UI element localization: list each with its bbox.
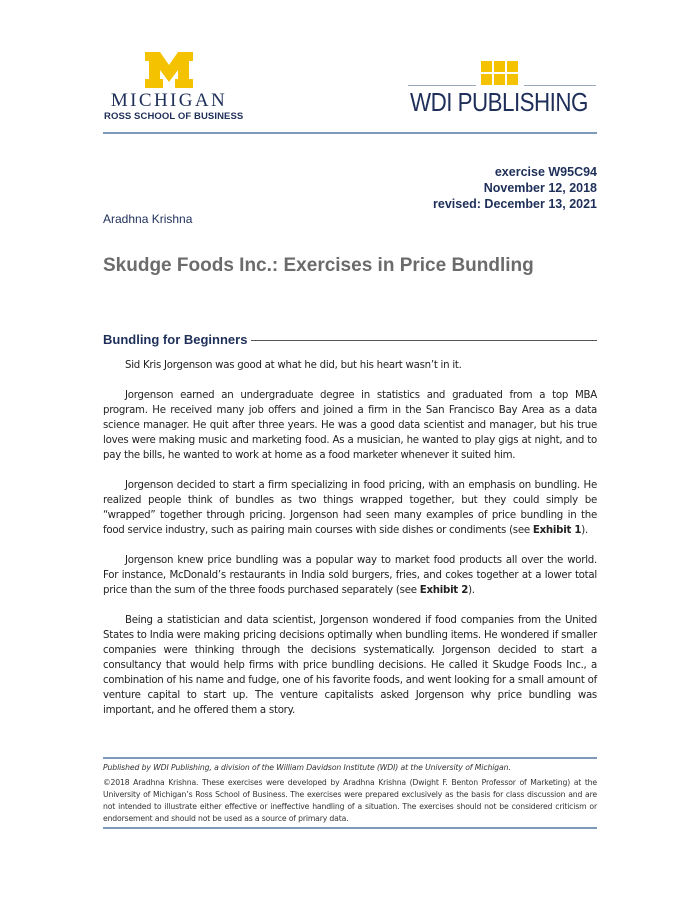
- paragraph-text: ).: [581, 525, 588, 536]
- logo-rule-left: [408, 85, 476, 86]
- paragraph: [103, 478, 597, 538]
- author: Aradhna Krishna: [103, 212, 193, 226]
- grid-squares-icon: [481, 61, 519, 86]
- paragraph: Sid Kris Jorgenson was good at what he did, but his heart wasn’t in it.: [125, 360, 462, 371]
- header-divider: [103, 132, 597, 134]
- revised-date: revised: December 13, 2021: [433, 197, 597, 211]
- exhibit-2-reference: Exhibit 2: [419, 585, 469, 596]
- paragraph: Being a statistician and data scientist, Jorgenson wondered if food companies from the United States to India were making pricing decisions optimally when bundling items. He wondered if smaller companies were thinking through the decisions systematically. Jorgenson decided to start a consultancy that would help firms with price bundling decisions. He called it Skudge Foods Inc., a combination of his name and fudge, one of his favorite foods, and went looking for a small amount of venture capital to start up. The venture capitalists asked Jorgenson why price bundling was important, and he offered them a story.: [103, 615, 597, 716]
- exercise-meta: [433, 164, 597, 212]
- michigan-ross-logo: [104, 52, 244, 123]
- copyright-notice: ©2018 Aradhna Krishna. These exercises were developed by Aradhna Krishna (Dwight F. Benton Professor of Marketing) at the University of Michigan’s Ross School of Business. The exercises were prepared exclusively as the basis for class discussion and are not intended to illustrate either effective or ineffective handling of a situation. The exercises should not be considered criticism or endorsement and should not be used as a source of primary data.: [103, 778, 597, 823]
- ross-school-subtitle: ROSS SCHOOL OF BUSINESS: [104, 111, 244, 122]
- section-rule: [251, 340, 597, 341]
- logo-rule-right: [524, 85, 596, 86]
- exercise-id: exercise W95C94: [494, 165, 597, 179]
- section-heading: Bundling for Beginners: [103, 332, 248, 347]
- paragraph-text: ).: [468, 585, 475, 596]
- exercise-date: November 12, 2018: [483, 181, 597, 195]
- wdi-wordmark: WDI PUBLISHING: [410, 87, 588, 117]
- paragraph-text: Jorgenson decided to start a firm specializing in food pricing, with an emphasis on bundling. He realized people think of bundles as two things wrapped together, but they could simply be “wrapped” together through pricing. Jorgenson had seen many examples of price bundling in the food service industry, such as pairing main courses with side dishes or condiments (see: [103, 480, 597, 536]
- document-title: Skudge Foods Inc.: Exercises in Price Bundling: [103, 255, 534, 276]
- michigan-wordmark: MICHIGAN: [110, 90, 228, 111]
- exhibit-1-reference: Exhibit 1: [532, 525, 582, 536]
- paragraph: [103, 553, 597, 598]
- footer: [103, 757, 597, 829]
- paragraph-text: Jorgenson knew price bundling was a popular way to market food products all over the world. For instance, McDonald’s restaurants in India sold burgers, fries, and cokes together at a lower total price than the sum of the three foods purchased separately (see: [103, 555, 597, 596]
- block-m-icon: [145, 52, 193, 88]
- document-body: [103, 358, 597, 733]
- published-by-note: Published by WDI Publishing, a division of the William Davidson Institute (WDI) at the University of Michigan.: [103, 763, 511, 772]
- section-header: [103, 332, 597, 347]
- paragraph: Jorgenson earned an undergraduate degree in statistics and graduated from a top MBA program. He received many job offers and joined a firm in the San Francisco Bay Area as a data science manager. He quit after three years. He was a good data scientist and manager, but his true loves were making music and marketing food. As a musician, he wanted to play gigs at night, and to pay the bills, he wanted to work at home as a food marketer whenever it suited him.: [103, 390, 597, 461]
